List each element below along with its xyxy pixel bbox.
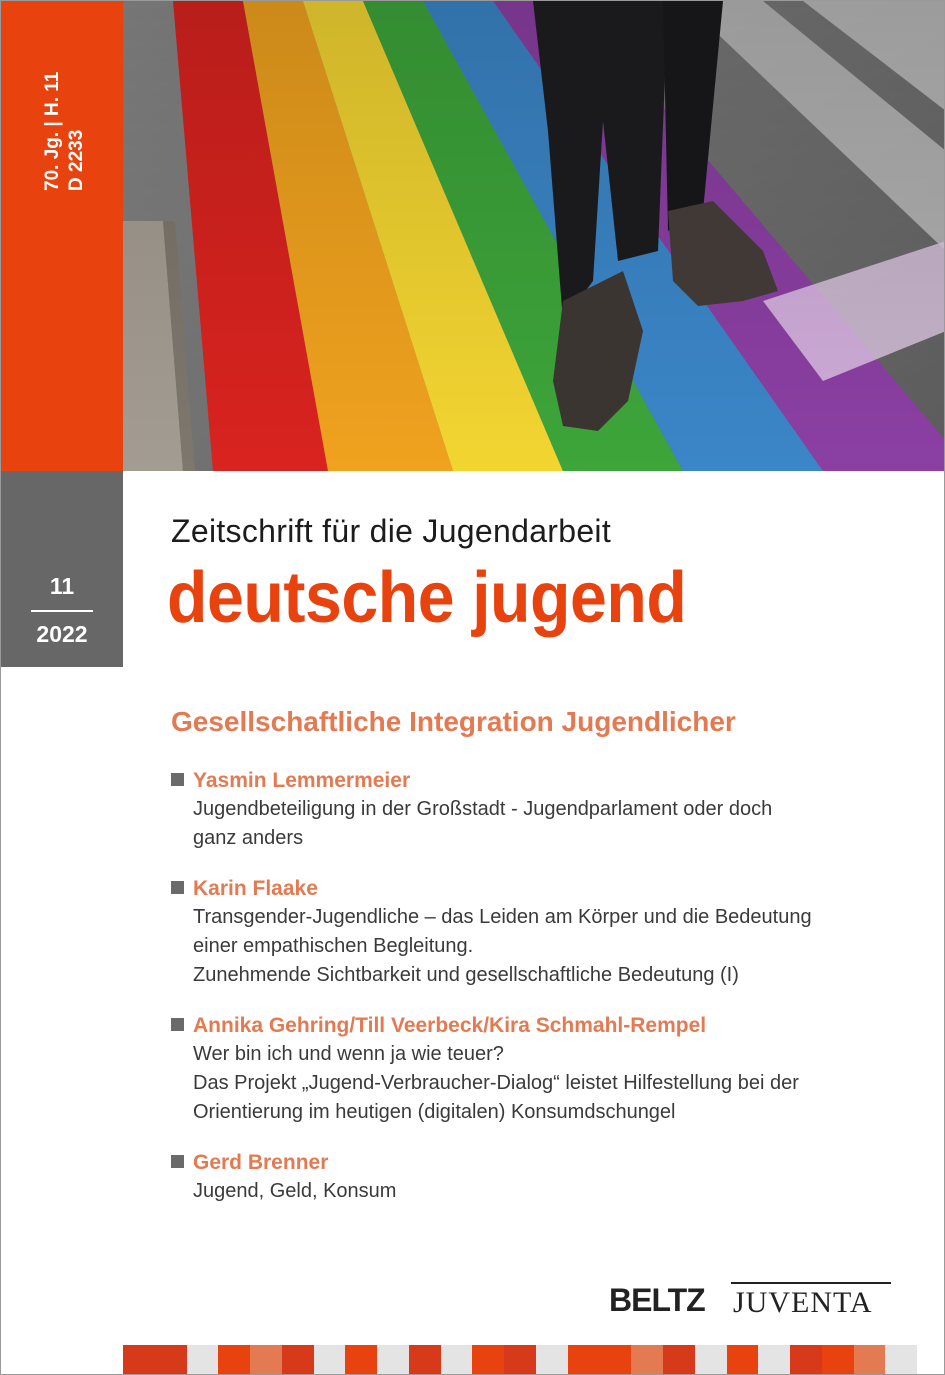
bullet-square-icon xyxy=(171,1155,184,1168)
publisher-name-juventa: JUVENTA xyxy=(733,1286,873,1319)
toc-title-line: Zunehmende Sichtbarkeit und gesellschaftliche Bedeutung (I) xyxy=(193,964,739,986)
stripe-segment xyxy=(345,1345,377,1375)
volume-issue-label: 70. Jg. | H. 11 xyxy=(42,71,63,191)
stripe-segment xyxy=(504,1345,536,1375)
stripe-segment xyxy=(822,1345,854,1375)
stripe-segment xyxy=(695,1345,727,1375)
toc-title-line: Das Projekt „Jugend-Verbraucher-Dialog“ leistet Hilfestellung bei der xyxy=(193,1072,799,1094)
stripe-segment xyxy=(250,1345,282,1375)
toc-author: Gerd Brenner xyxy=(193,1151,329,1174)
issue-year: 2022 xyxy=(36,621,88,647)
spine-text xyxy=(41,41,93,191)
stripe-segment xyxy=(282,1345,314,1375)
stripe-segment xyxy=(536,1345,568,1375)
issue-divider xyxy=(31,610,93,612)
toc-title-line: Jugendbeteiligung in der Großstadt - Jugendparlament oder doch xyxy=(193,798,773,820)
toc-title-line: Jugend, Geld, Konsum xyxy=(193,1180,397,1202)
stripe-segment xyxy=(187,1345,219,1375)
issue-theme: Gesellschaftliche Integration Jugendlicher xyxy=(171,706,736,737)
stripe-segment xyxy=(790,1345,822,1375)
toc-author: Karin Flaake xyxy=(193,877,318,900)
stripe-segment xyxy=(314,1345,346,1375)
stripe-segment xyxy=(663,1345,695,1375)
stripe-segment xyxy=(155,1345,187,1375)
logo-rule xyxy=(731,1282,891,1284)
issue-box xyxy=(1,471,123,667)
toc-author: Yasmin Lemmermeier xyxy=(193,769,411,792)
toc-entry[interactable] xyxy=(171,1012,891,1127)
toc-author: Annika Gehring/Till Veerbeck/Kira Schmahl-Rempel xyxy=(193,1014,707,1037)
stripe-segment xyxy=(377,1345,409,1375)
bullet-square-icon xyxy=(171,1018,184,1031)
stripe-segment xyxy=(123,1345,155,1375)
bullet-square-icon xyxy=(171,881,184,894)
toc-entry[interactable] xyxy=(171,767,891,853)
toc-title-line: ganz anders xyxy=(193,827,304,849)
bullet-square-icon xyxy=(171,773,184,786)
toc-entry[interactable] xyxy=(171,875,891,990)
cover-photo-rainbow-crosswalk xyxy=(123,1,945,471)
toc-title-line: Orientierung im heutigen (digitalen) Konsumdschungel xyxy=(193,1101,676,1123)
magazine-subtitle: Zeitschrift für die Jugendarbeit xyxy=(171,513,612,549)
spine-band xyxy=(1,1,123,471)
postal-code-label: D 2233 xyxy=(66,129,87,191)
table-of-contents xyxy=(171,767,891,1228)
toc-entry[interactable] xyxy=(171,1149,891,1206)
stripe-segment xyxy=(218,1345,250,1375)
stripe-segment xyxy=(441,1345,473,1375)
toc-title-line: einer empathischen Begleitung. xyxy=(193,935,474,957)
toc-title-line: Wer bin ich und wenn ja wie teuer? xyxy=(193,1043,504,1065)
stripe-segment xyxy=(472,1345,504,1375)
stripe-segment xyxy=(568,1345,600,1375)
stripe-segment xyxy=(758,1345,790,1375)
stripe-segment xyxy=(885,1345,917,1375)
stripe-segment xyxy=(854,1345,886,1375)
stripe-segment xyxy=(631,1345,663,1375)
issue-number: 11 xyxy=(49,573,75,599)
publisher-logo xyxy=(609,1282,891,1322)
toc-title-line: Transgender-Jugendliche – das Leiden am Körper und die Bedeutung xyxy=(193,906,812,928)
stripe-segment xyxy=(599,1345,631,1375)
magazine-title: deutsche jugend xyxy=(167,558,687,638)
decorative-color-stripe xyxy=(123,1345,917,1375)
publisher-name-beltz: BELTZ xyxy=(609,1282,705,1318)
stripe-segment xyxy=(409,1345,441,1375)
stripe-segment xyxy=(727,1345,759,1375)
